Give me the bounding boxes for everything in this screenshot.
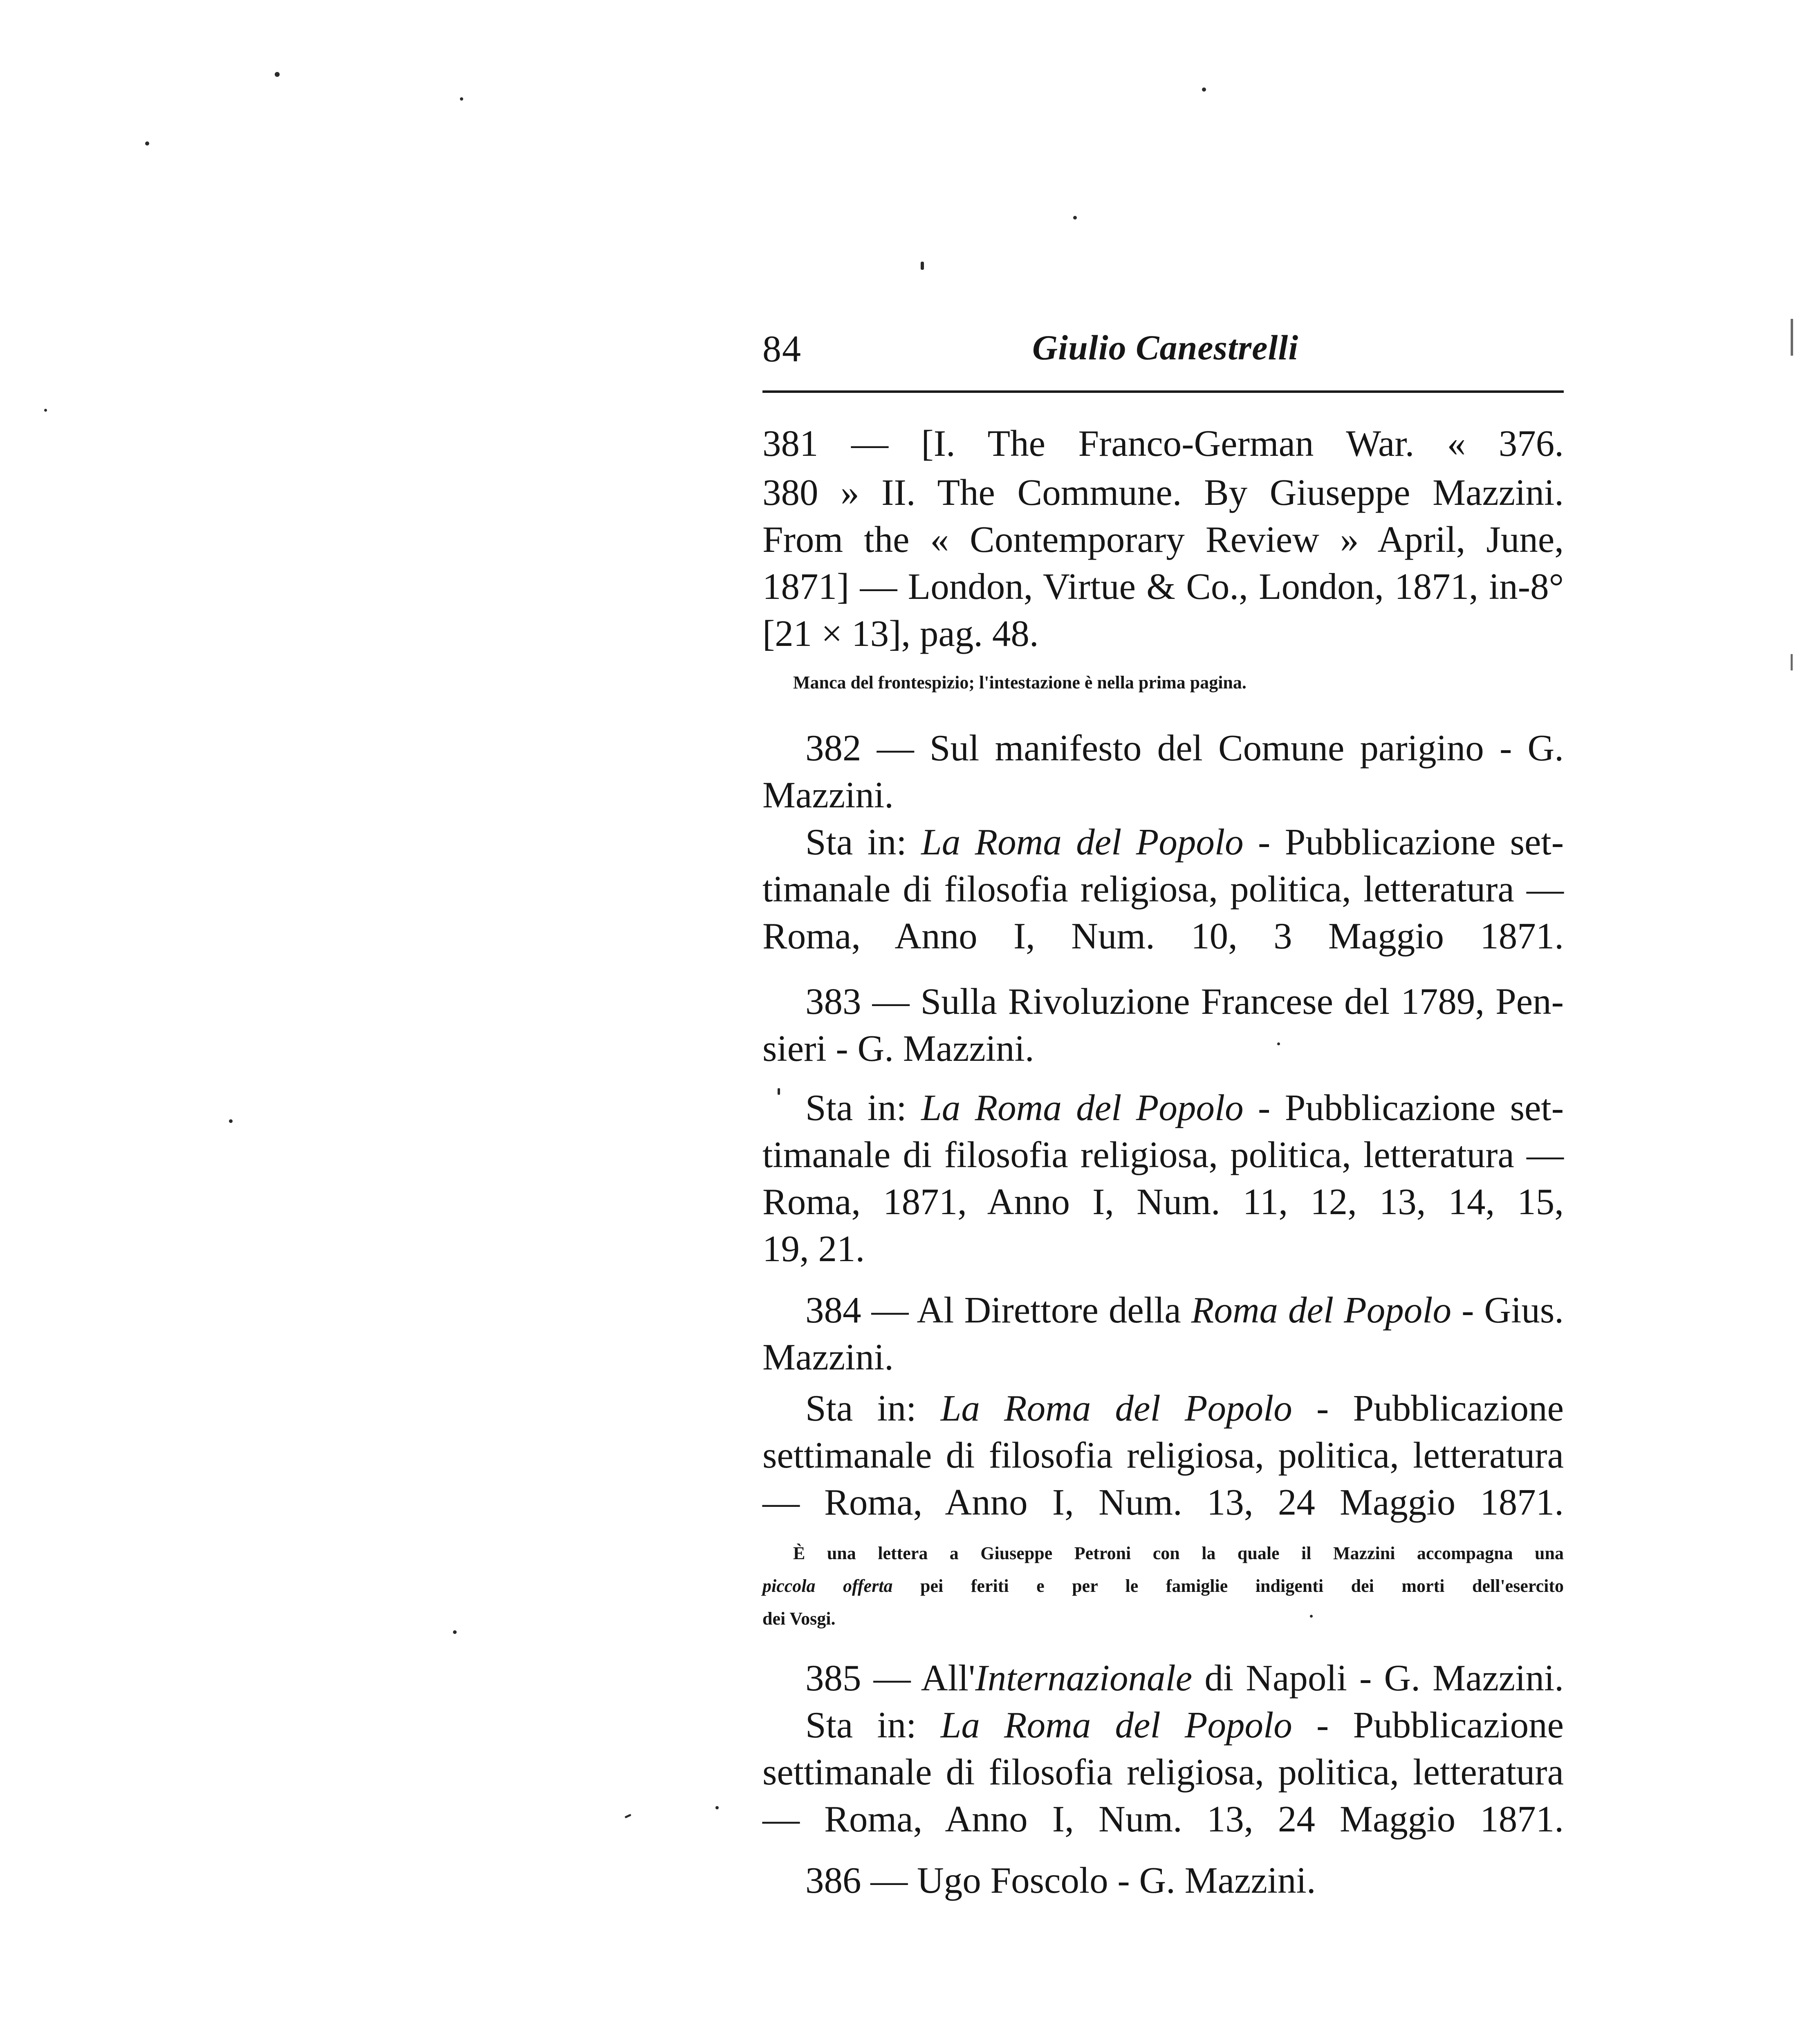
entry-384-source-line-3: — Roma, Anno I, Num. 13, 24 Maggio 1871. xyxy=(762,1481,1564,1523)
scan-speck xyxy=(229,1119,233,1123)
scan-speck xyxy=(44,409,47,412)
page-number: 84 xyxy=(762,328,802,370)
entry-382-line-2: Mazzini. xyxy=(762,774,894,816)
entry-385-source-line-3: — Roma, Anno I, Num. 13, 24 Maggio 1871. xyxy=(762,1798,1564,1840)
entry-381-line-2: 380 » II. The Commune. By Giuseppe Mazzini. xyxy=(762,472,1564,513)
entry-386-line-1: 386 — Ugo Foscolo - G. Mazzini. xyxy=(805,1860,1316,1901)
entry-383-source-line-1 xyxy=(805,1085,1564,1130)
periodical-title: La Roma del Popolo xyxy=(921,1087,1244,1128)
source-rest: - Pubblicazione set- xyxy=(1258,1087,1564,1128)
entry-383-line-1: 383 — Sulla Rivoluzione Francese del 1789, Pen- xyxy=(805,981,1564,1022)
note-italic: piccola offerta xyxy=(762,1576,893,1596)
entry-381-line-4: 1871] — London, Virtue & Co., London, 1871, in-8° xyxy=(762,566,1564,607)
entry-383-line-2: sieri - G. Mazzini. xyxy=(762,1028,1034,1069)
entry-382-source-line-2: timanale di filosofia religiosa, politica, letteratura — xyxy=(762,868,1564,910)
entry-383-source-line-3: Roma, 1871, Anno I, Num. 11, 12, 13, 14, 15, xyxy=(762,1181,1564,1222)
entry-385-source-line-1 xyxy=(805,1703,1564,1748)
source-prefix: Sta in: xyxy=(805,821,907,863)
entry-383-source-line-2: timanale di filosofia religiosa, politica, letteratura — xyxy=(762,1134,1564,1175)
entry-384-suffix: - Gius. xyxy=(1462,1289,1564,1331)
entry-382-source-line-3: Roma, Anno I, Num. 10, 3 Maggio 1871. xyxy=(762,915,1564,957)
association-title: Internazionale xyxy=(975,1657,1193,1699)
scan-speck xyxy=(625,1814,632,1818)
running-title: Giulio Canestrelli xyxy=(1032,328,1299,367)
entry-384-note-line-2 xyxy=(762,1574,1564,1598)
entry-384-prefix: 384 — Al Direttore della xyxy=(805,1289,1181,1331)
source-prefix: Sta in: xyxy=(805,1087,907,1128)
periodical-title: La Roma del Popolo xyxy=(940,1704,1292,1746)
scan-edge-mark xyxy=(1791,654,1793,670)
entry-382-source-line-1 xyxy=(805,820,1564,865)
entry-381-note: Manca del frontespizio; l'intestazione è nella prima pagina. xyxy=(793,672,1247,693)
entry-384-line-1 xyxy=(805,1288,1564,1333)
entry-385-line-1 xyxy=(805,1656,1564,1701)
periodical-title: Roma del Popolo xyxy=(1191,1289,1452,1331)
scan-speck xyxy=(453,1630,457,1634)
periodical-title: La Roma del Popolo xyxy=(940,1387,1292,1429)
source-prefix: Sta in: xyxy=(805,1387,917,1429)
note-rest: pei feriti e per le famiglie indigenti dei morti dell'esercito xyxy=(920,1576,1564,1596)
entry-383-source-line-4: 19, 21. xyxy=(762,1228,865,1269)
entry-384-source-line-2: settimanale di filosofia religiosa, politica, letteratura xyxy=(762,1434,1564,1476)
entry-381-line-5: [21 × 13], pag. 48. xyxy=(762,613,1039,654)
scan-edge-mark xyxy=(1791,319,1793,356)
entry-384-source-line-1 xyxy=(805,1386,1564,1431)
entry-381-line-1: 381 — [I. The Franco-German War. « 376. xyxy=(762,423,1564,464)
entry-385-prefix: 385 — All' xyxy=(805,1657,975,1699)
source-rest: - Pubblicazione xyxy=(1316,1387,1564,1429)
entry-385-suffix: di Napoli - G. Mazzini. xyxy=(1204,1657,1564,1699)
scan-speck xyxy=(145,141,149,146)
entry-384-note-line-3: dei Vosgi. xyxy=(762,1609,836,1629)
scan-speck xyxy=(275,72,280,77)
entry-381-line-3: From the « Contemporary Review » April, June, xyxy=(762,519,1564,560)
entry-384-line-2: Mazzini. xyxy=(762,1336,894,1378)
entry-384-note-line-1: È una lettera a Giuseppe Petroni con la quale il Mazzini accompagna una xyxy=(793,1543,1564,1563)
scan-speck xyxy=(715,1806,719,1809)
bibliography-body xyxy=(762,0,1564,2044)
entry-385-source-line-2: settimanale di filosofia religiosa, politica, letteratura xyxy=(762,1751,1564,1793)
scan-speck xyxy=(460,97,463,101)
source-prefix: Sta in: xyxy=(805,1704,917,1746)
periodical-title: La Roma del Popolo xyxy=(921,821,1244,863)
source-rest: - Pubblicazione set- xyxy=(1258,821,1564,863)
entry-382-line-1: 382 — Sul manifesto del Comune parigino - G. xyxy=(805,727,1564,769)
source-rest: - Pubblicazione xyxy=(1316,1704,1564,1746)
